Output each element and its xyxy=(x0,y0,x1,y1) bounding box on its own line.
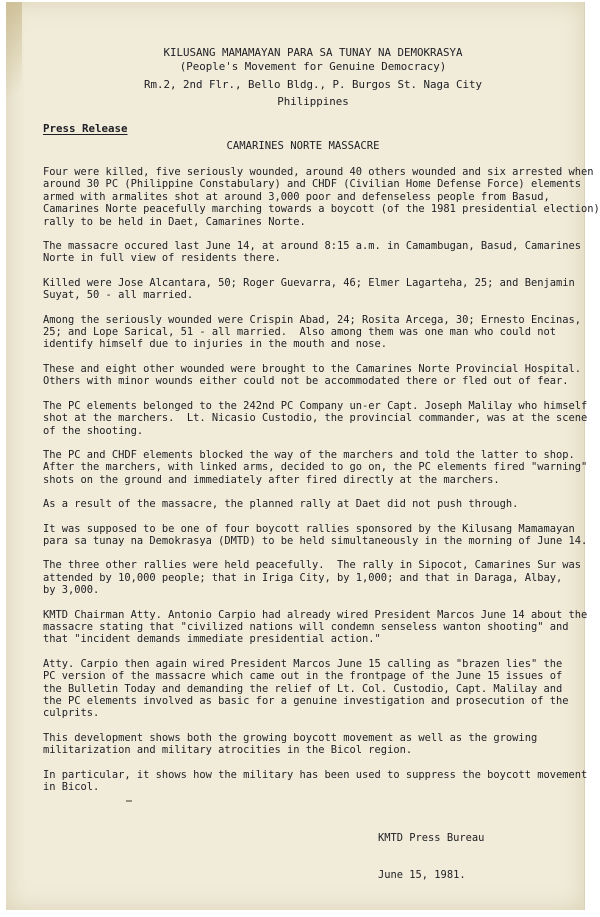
org-translation: (People's Movement for Genuine Democracy) xyxy=(179,59,447,73)
letterhead xyxy=(63,46,563,109)
signoff-bureau: KMTD Press Bureau xyxy=(378,832,485,845)
paragraph: Killed were Jose Alcantara, 50; Roger Guevarra, 46; Elmer Lagarteha, 25; and Benjamin Suyat, 50 - all married. xyxy=(43,276,575,302)
org-name: KILUSANG MAMAMAYAN PARA SA TUNAY NA DEMOKRASYA xyxy=(163,46,463,59)
paragraph: The three other rallies were held peacefully. The rally in Sipocot, Camarines Sur was attended by 10,000 people; that in Iriga City, by 1,000; and that in Daraga, Albay, by 3,000. xyxy=(43,559,581,597)
signoff-date: June 15, 1981. xyxy=(378,869,466,882)
paragraph: It was supposed to be one of four boycott rallies sponsored by the Kilusang Mamamayan para sa tunay na Demokrasya (DMTD) to be held simultaneously in the morning of June 14. xyxy=(43,522,588,547)
paragraph: Four were killed, five seriously wounded, around 40 others wounded and six arrested when around 30 PC (Philippine Constabulary) and CHDF (Civilian Home Defense Force) elements armed with armalites shot at around 3,000 poor and defenseless people from Basud, Camarines Norte peacefully marching towards a boycott (of the 1981 presidential election) rally to be held in Daet, Camarines Norte. xyxy=(43,166,600,228)
paragraph: Atty. Carpio then again wired President Marcos June 15 calling as "brazen lies" the PC version of the massacre which came out in the frontpage of the June 15 issues of the Bulletin Today and demanding the relief of Lt. Col. Custodio, Capt. Malilay and the PC elements involved as basic for a genuine investigation and prosecution of the culprits. xyxy=(43,657,569,720)
paragraph: This development shows both the growing boycott movement as well as the growing militarization and military atrocities in the Bicol region. xyxy=(43,731,538,757)
paragraph: In particular, it shows how the military has been used to suppress the boycott movement in Bicol. xyxy=(43,768,588,794)
document-page xyxy=(6,2,600,910)
paper-crease xyxy=(6,2,22,132)
paragraph: KMTD Chairman Atty. Antonio Carpio had already wired President Marcos June 14 about the massacre stating that "civilized nations will condemn senseless wanton shooting" and that "incident demands immediate presidential action." xyxy=(43,608,588,646)
press-release-label: Press Release xyxy=(43,122,128,136)
paragraph: These and eight other wounded were brought to the Camarines Norte Provincial Hospital. Others with minor wounds either could not be accommodated there or fled out of fear. xyxy=(43,362,581,388)
paragraph: Among the seriously wounded were Crispin Abad, 24; Rosita Arcega, 30; Ernesto Encinas, 25; and Lope Sarical, 51 - all married. Also among them was one man who could not identify himself due to injuries in the mouth and nose. xyxy=(43,313,581,351)
paragraph: As a result of the massacre, the planned rally at Daet did not push through. xyxy=(43,498,519,511)
headline: CAMARINES NORTE MASSACRE xyxy=(226,139,380,152)
signoff xyxy=(378,807,563,906)
paragraph: The PC and CHDF elements blocked the way of the marchers and told the latter to shop. After the marchers, with linked arms, decided to go on, the PC elements fired "warning" shots on the ground and immediately after fired directly at the marchers. xyxy=(43,448,588,486)
org-address: Rm.2, 2nd Flr., Bello Bldg., P. Burgos St. Naga City xyxy=(143,77,482,91)
org-country: Philippines xyxy=(277,95,349,109)
press-release xyxy=(43,46,600,907)
paragraph: The PC elements belonged to the 242nd PC Company un-er Capt. Joseph Malilay who himself shot at the marchers. Lt. Nicasio Custodio, the provincial commander, was at the scene of the shooting. xyxy=(43,399,588,437)
paragraph: The massacre occured last June 14, at around 8:15 a.m. in Camambugan, Basud, Camarines Norte in full view of residents there. xyxy=(43,240,581,265)
